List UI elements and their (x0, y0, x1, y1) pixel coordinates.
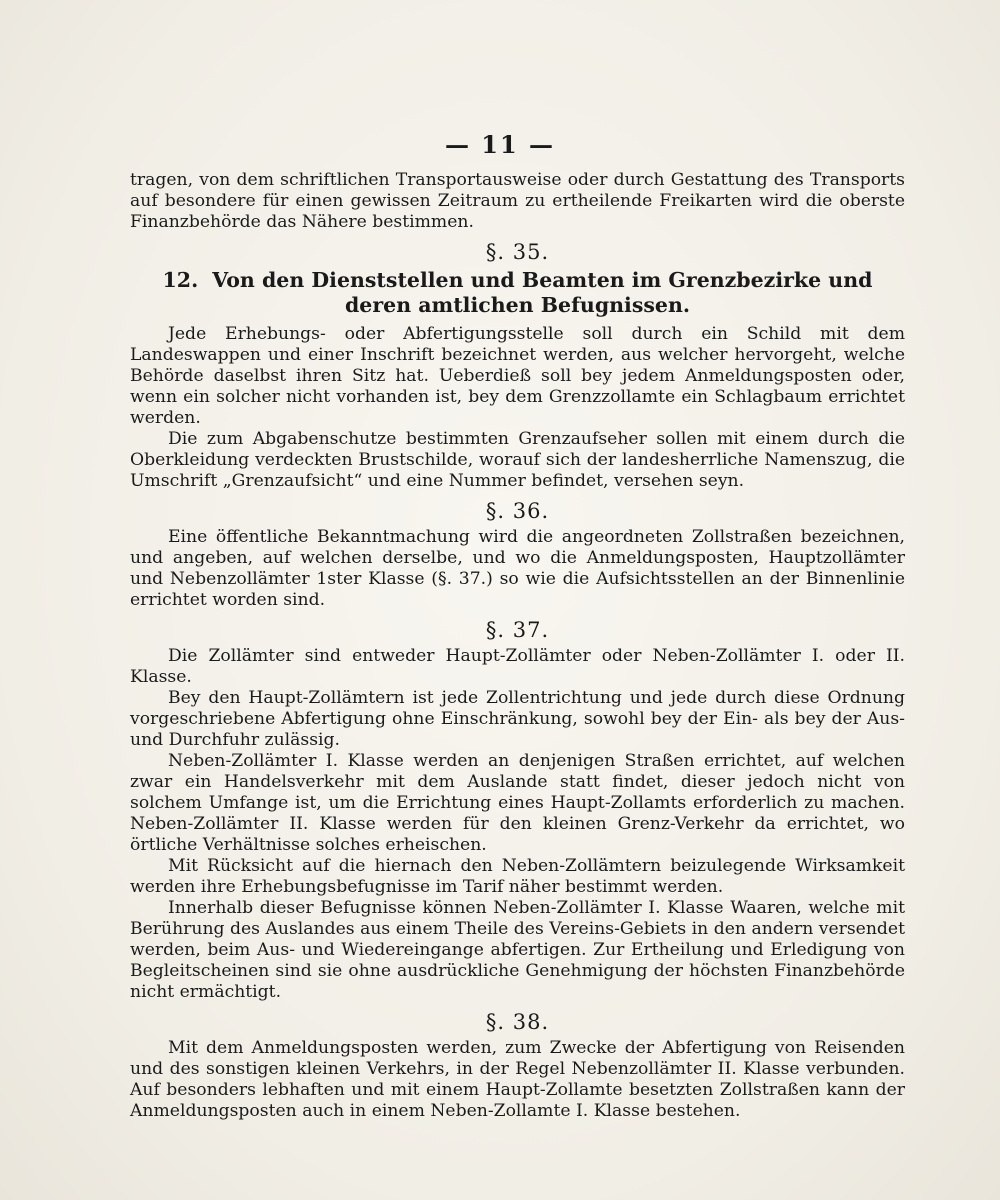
section-37-paragraph-4: Mit Rücksicht auf die hiernach den Neben-Zollämtern beizulegende Wirksamkeit werden ihre Erhebungsbefugnisse im Tarif näher bestimmt werden. (130, 856, 905, 897)
section-37-paragraph-2: Bey den Haupt-Zollämtern ist jede Zollentrichtung und jede durch diese Ordnung vorgeschriebene Abfertigung ohne Einschränkung, sowohl bey der Ein- als bey der Aus- und Durchfuhr zulässig. (130, 688, 905, 750)
section-36-title: §. 36. (485, 499, 550, 523)
page-body (130, 170, 905, 1122)
chapter-number: 12. (162, 268, 199, 292)
section-36-paragraph-1: Eine öffentliche Bekanntmachung wird die angeordneten Zollstraßen bezeichnen, und angeben, auf welchen derselbe, und wo die Anmeldungsposten, Hauptzollämter und Nebenzollämter 1ster Klasse (§. 37.) so wie die Aufsichtsstellen an der Binnenlinie errichtet worden sind. (130, 527, 905, 610)
section-37-paragraph-1: Die Zollämter sind entweder Haupt-Zollämter oder Neben-Zollämter I. oder II. Klasse. (130, 646, 905, 687)
intro-paragraph: tragen, von dem schriftlichen Transportausweise oder durch Gestattung des Transports auf besondere für einen gewissen Zeitraum zu ertheilende Freikarten wird die oberste Finanzbehörde das Nähere bestimmen. (130, 170, 905, 232)
chapter-heading (130, 268, 905, 318)
section-38-title: §. 38. (485, 1010, 550, 1034)
chapter-title: Von den Dienststellen und Beamten im Grenzbezirke und deren amtlichen Befugnissen. (212, 268, 873, 317)
section-37-paragraph-3: Neben-Zollämter I. Klasse werden an denjenigen Straßen errichtet, auf welchen zwar ein Handelsverkehr mit dem Auslande statt findet, dieser jedoch nicht von solchem Umfange ist, um die Errichtung eines Haupt-Zollamts erforderlich zu machen. Neben-Zollämter II. Klasse werden für den kleinen Grenz-Verkehr da errichtet, wo örtliche Verhältnisse solches erheischen. (130, 751, 905, 855)
section-35-title: §. 35. (485, 240, 550, 264)
section-35-paragraph-1: Jede Erhebungs- oder Abfertigungsstelle soll durch ein Schild mit dem Landeswappen und einer Inschrift bezeichnet werden, aus welcher hervorgeht, welche Behörde daselbst ihren Sitz hat. Ueberdieß soll bey jedem Anmeldungsposten oder, wenn ein solcher nicht vorhanden ist, bey dem Grenzzollamte ein Schlagbaum errichtet werden. (130, 324, 905, 428)
section-35-paragraph-2: Die zum Abgabenschutze bestimmten Grenzaufseher sollen mit einem durch die Oberkleidung verdeckten Brustschilde, worauf sich der landesherrliche Namenszug, die Umschrift „Grenzaufsicht“ und eine Nummer befindet, versehen seyn. (130, 429, 905, 491)
section-37-paragraph-5: Innerhalb dieser Befugnisse können Neben-Zollämter I. Klasse Waaren, welche mit Berührung des Auslandes aus einem Theile des Vereins-Gebiets in den andern versendet werden, beim Aus- und Wiedereingange abfertigen. Zur Ertheilung und Erledigung von Begleitscheinen sind sie ohne ausdrückliche Genehmigung der höchsten Finanzbehörde nicht ermächtigt. (130, 898, 905, 1002)
section-37-title: §. 37. (485, 618, 550, 642)
section-38-paragraph-1: Mit dem Anmeldungsposten werden, zum Zwecke der Abfertigung von Reisenden und des sonstigen kleinen Verkehrs, in der Regel Nebenzollämter II. Klasse verbunden. Auf besonders lebhaften und mit einem Haupt-Zollamte besetzten Zollstraßen kann der Anmeldungsposten auch in einem Neben-Zollamte I. Klasse bestehen. (130, 1038, 905, 1121)
page-number: — 11 — (444, 130, 556, 159)
